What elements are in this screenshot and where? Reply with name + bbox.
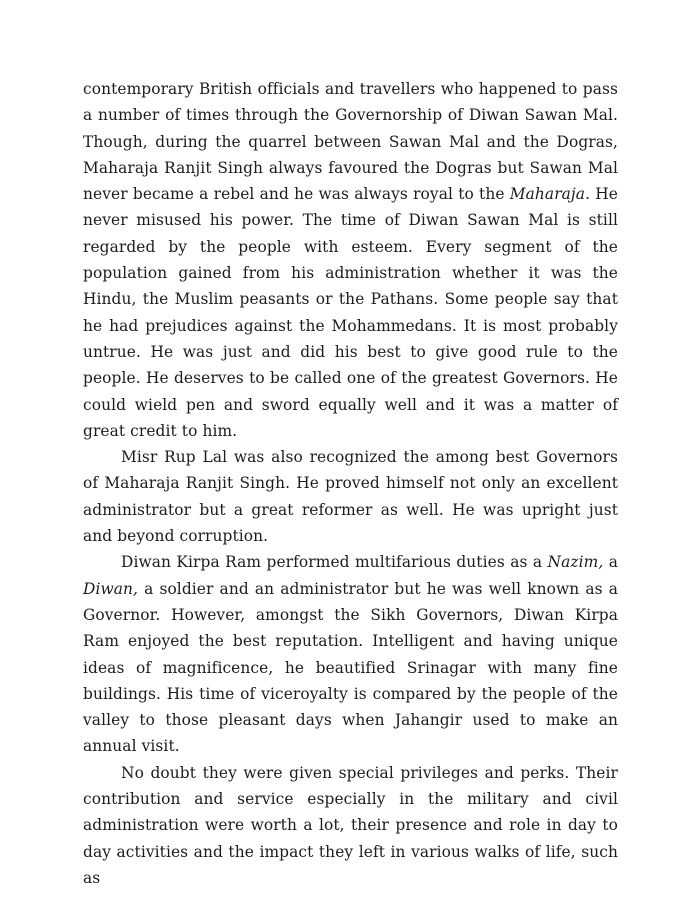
paragraph: [83, 76, 618, 444]
text-run: He never misused his power. The time of Diwan Sawan Mal is still regarded by the people with esteem. Every segment of the population gained from his administration whether it was the Hindu, the Muslim peasants or the Pathans. Some people say that he had prejudices against the Mohammedans. It is most probably untrue. He was just and did his best to give good rule to the people. He deserves to be called one of the greatest Governors. He could wield pen and sword equally well and it was a matter of great credit to him.: [83, 185, 618, 440]
paragraph: [83, 760, 618, 891]
text-run: Misr Rup Lal was also recognized the among best Governors of Maharaja Ranjit Singh. He proved himself not only an excellent administrator but a great reformer as well. He was upright just and beyond corruption.: [83, 448, 618, 546]
text-run-italic: Maharaja.: [509, 185, 591, 204]
text-run-italic: Diwan,: [83, 579, 139, 598]
text-run: No doubt they were given special privileges and perks. Their contribution and service especially in the military and civil administration were worth a lot, their presence and role in day to day activities and the impact they left in various walks of life, such as: [83, 763, 618, 887]
text-run-italic: Nazim,: [547, 553, 604, 572]
text-run: contemporary British officials and travellers who happened to pass a number of times through the Governorship of Diwan Sawan Mal. Though, during the quarrel between Sawan Mal and the Dogras, Maharaja Ranjit Singh always favoured the Dogras but Sawan Mal never became a rebel and he was always royal to the: [83, 80, 618, 204]
text-run: a soldier and an administrator but he was well known as a Governor. However, amongst the Sikh Governors, Diwan Kirpa Ram enjoyed the best reputation. Intelligent and having unique ideas of magnificence, he beautified Srinagar with many fine buildings. His time of viceroyalty is compared by the people of the valley to those pleasant days when Jahangir used to make an annual visit.: [83, 579, 618, 756]
text-run: a: [603, 553, 618, 572]
paragraph: [83, 549, 618, 759]
text-run: Diwan Kirpa Ram performed multifarious duties as a: [121, 553, 548, 572]
paragraph: [83, 444, 618, 549]
